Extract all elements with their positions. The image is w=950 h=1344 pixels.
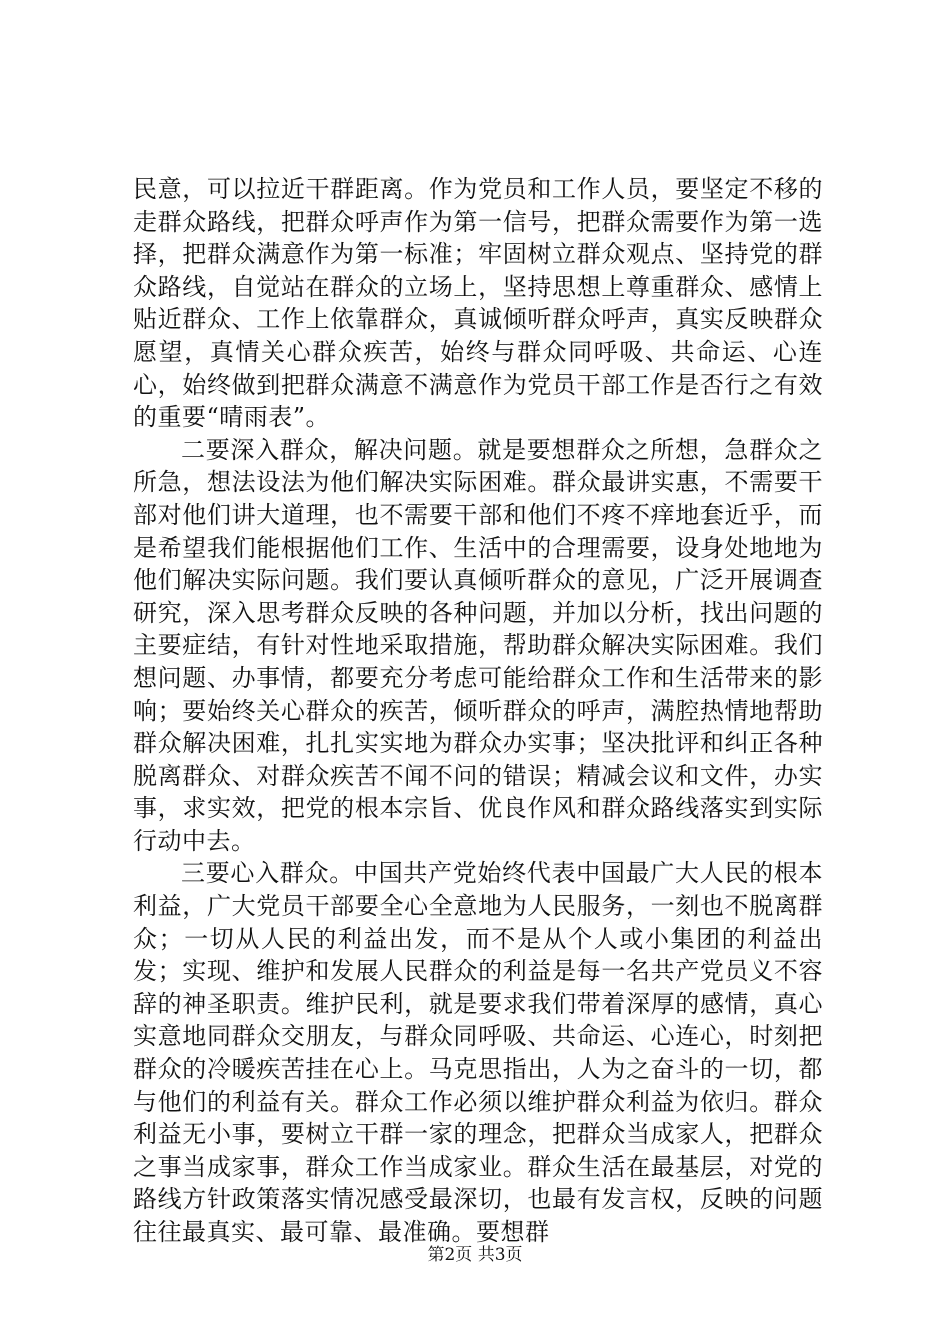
- paragraph-deep-into-masses: 二要深入群众，解决问题。就是要想群众之所想，急群众之所急，想法设法为他们解决实际困难。群众最讲实惠，不需要干部对他们讲大道理，也不需要干部和他们不疼不痒地套近乎，而是希望我们能根据他们工作、生活中的合理需要，设身处地地为他们解决实际问题。我们要认真倾听群众的意见，广泛开展调查研究，深入思考群众反映的各种问题，并加以分析，找出问题的主要症结，有针对性地采取措施，帮助群众解决实际困难。我们想问题、办事情，都要充分考虑可能给群众工作和生活带来的影响；要始终关心群众的疾苦，倾听群众的呼声，满腔热情地帮助群众解决困难，扎扎实实地为群众办实事；坚决批评和纠正各种脱离群众、对群众疾苦不闻不问的错误；精减会议和文件，办实事，求实效，把党的根本宗旨、优良作风和群众路线落实到实际行动中去。: [133, 435, 823, 855]
- paragraph-heart-into-masses: 三要心入群众。中国共产党始终代表中国最广大人民的根本利益，广大党员干部要全心全意地为人民服务，一刻也不脱离群众；一切从人民的利益出发，而不是从个人或小集团的利益出发；实现、维护和发展人民群众的利益是每一名共产党员义不容辞的神圣职责。维护民利，就是要求我们带着深厚的感情，真心实意地同群众交朋友，与群众同呼吸、共命运、心连心，时刻把群众的冷暖疾苦挂在心上。马克思指出，人为之奋斗的一切，都与他们的利益有关。群众工作必须以维护群众利益为依归。群众利益无小事，要树立干群一家的理念，把群众当成家人，把群众之事当成家事，群众工作当成家业。群众生活在最基层，对党的路线方针政策落实情况感受最深切，也最有发言权，反映的问题往往最真实、最可靠、最准确。要想群: [133, 859, 823, 1246]
- page-footer: 第2页 共3页: [427, 1245, 523, 1265]
- paragraph-continuation: 民意，可以拉近干群距离。作为党员和工作人员，要坚定不移的走群众路线，把群众呼声作为第一信号，把群众需要作为第一选择，把群众满意作为第一标准；牢固树立群众观点、坚持党的群众路线，自觉站在群众的立场上，坚持思想上尊重群众、感情上贴近群众、工作上依靠群众，真诚倾听群众呼声，真实反映群众愿望，真情关心群众疾苦，始终与群众同呼吸、共命运、心连心，始终做到把群众满意不满意作为党员干部工作是否行之有效的重要“晴雨表”。: [133, 175, 823, 432]
- document-body: [133, 173, 823, 1249]
